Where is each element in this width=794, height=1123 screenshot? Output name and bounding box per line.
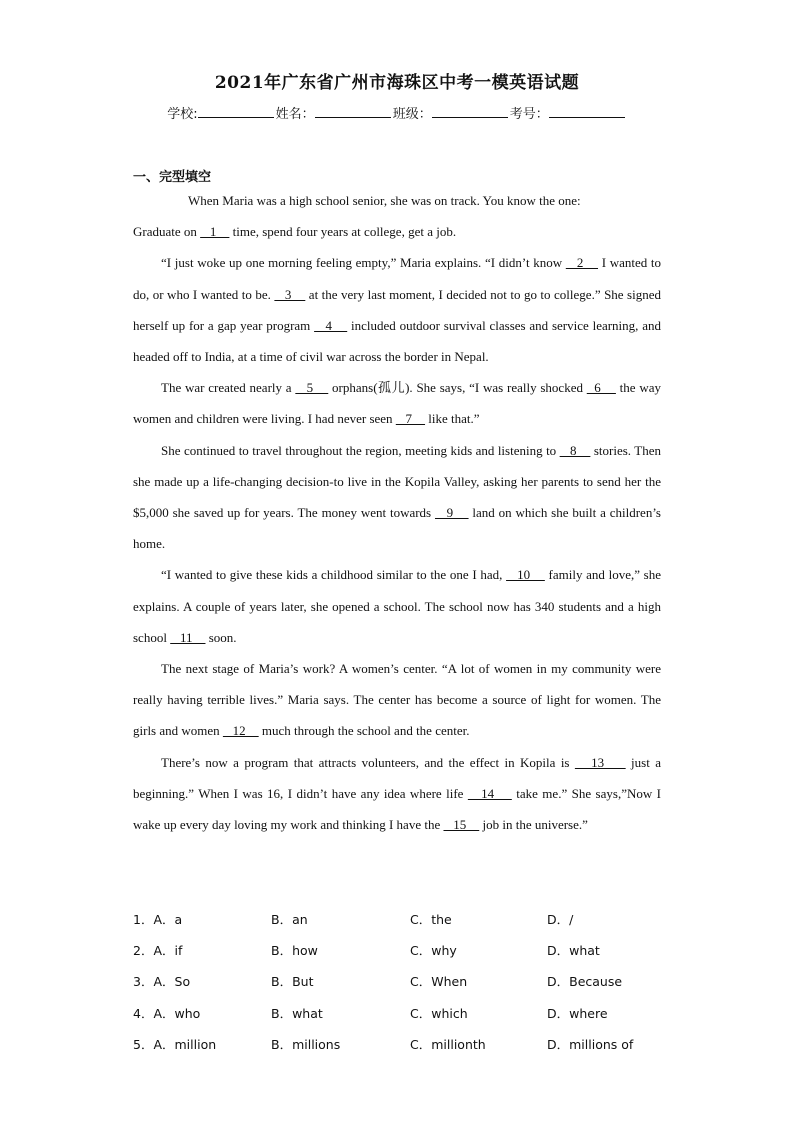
blank-1: 1 [200, 224, 230, 240]
class-label: 班级： [392, 107, 432, 122]
school-label: 学校: [167, 107, 198, 122]
blank-5: 5 [295, 380, 329, 396]
school-blank[interactable] [198, 105, 274, 118]
blank-10: 10 [506, 567, 545, 583]
blank-6: 6 [586, 380, 616, 396]
paragraph-6 [133, 653, 661, 747]
question-3-option-a[interactable] [133, 966, 190, 997]
passage-text: I wanted to do, or who I wanted to be. [133, 255, 662, 302]
passage-text: soon. [205, 629, 237, 645]
page-title: 2021年广东省广州市海珠区中考一模英语试题 [214, 73, 580, 93]
question-4-option-c[interactable]: C．which [410, 1005, 468, 1021]
name-label: 姓名： [275, 107, 315, 122]
exam-number-label: 考号： [509, 107, 549, 122]
name-blank[interactable] [315, 105, 391, 118]
cloze-passage [133, 185, 661, 840]
option-text: A．So [153, 974, 191, 990]
passage-text: Graduate on [133, 224, 201, 240]
blank-4: 4 [314, 317, 348, 333]
blank-2: 2 [565, 255, 599, 271]
passage-text: just a beginning.” When I was 16, I didn’t have any idea where life [133, 754, 661, 801]
passage-text: “I just woke up one morning feeling empty,” Maria explains. “I didn’t know [161, 255, 566, 271]
question-5-option-b[interactable]: B．millions [271, 1036, 341, 1052]
question-1-option-c[interactable]: C．the [410, 912, 452, 927]
section-title: 一、完型填空 [133, 170, 212, 185]
paragraph-2 [133, 247, 661, 372]
passage-text: When Maria was a high school senior, she was on track. You know the one: [188, 193, 581, 208]
question-5-option-d[interactable]: D．millions of [547, 1036, 634, 1052]
blank-13: 13 [574, 754, 626, 770]
question-3-option-d[interactable]: D．Because [547, 974, 623, 990]
question-2-option-b[interactable]: B．how [271, 943, 318, 959]
passage-text: orphans(孤儿). She says, “I was really shocked [328, 380, 587, 396]
question-row [133, 966, 693, 997]
option-text: A．million [153, 1036, 217, 1052]
question-number: 2． [133, 943, 154, 959]
student-info-line [0, 103, 794, 122]
question-number: 5． [133, 1036, 154, 1052]
option-text: A．a [153, 912, 183, 927]
option-text: A．who [153, 1005, 201, 1021]
paragraph-3 [133, 372, 661, 434]
blank-12: 12 [222, 723, 259, 739]
question-1-option-a[interactable] [133, 904, 182, 935]
exam-number-blank[interactable] [549, 105, 625, 118]
passage-text: family and love,” she explains. A couple of years later, she opened a school. The school now has 340 students and a high school [133, 567, 662, 645]
passage-text: job in the universe.” [479, 817, 588, 833]
question-row [133, 998, 693, 1029]
passage-text: time, spend four years at college, get a job. [229, 224, 457, 240]
question-row [133, 1029, 693, 1060]
option-text: A．if [153, 943, 183, 959]
question-2-option-c[interactable]: C．why [410, 943, 457, 959]
paragraph-1 [133, 185, 661, 247]
question-4-option-a[interactable] [133, 998, 200, 1029]
question-3-option-b[interactable]: B．But [271, 974, 314, 990]
class-blank[interactable] [432, 105, 508, 118]
paragraph-4 [133, 435, 661, 560]
blank-11: 11 [170, 629, 206, 645]
passage-text: take me.” She says,”Now I wake up every day loving my work and thinking I have the [133, 785, 661, 833]
question-options [133, 904, 693, 1060]
question-1-option-d[interactable]: D．/ [547, 912, 574, 927]
question-4-option-d[interactable]: D．where [547, 1005, 608, 1021]
question-5-option-a[interactable] [133, 1029, 216, 1060]
passage-text: much through the school and the center. [258, 723, 470, 739]
passage-text: “I wanted to give these kids a childhood similar to the one I had, [161, 567, 507, 583]
question-1-option-b[interactable]: B．an [271, 912, 308, 927]
passage-text: The next stage of Maria’s work? A women’s center. “A lot of women in my community were really having terrible lives.” Maria says. The center has become a source of light for women. The girls and women [133, 661, 661, 739]
question-number: 4． [133, 1005, 154, 1021]
passage-text: included outdoor survival classes and service learning, and headed off to India, at a time of civil war across the border in Nepal. [133, 317, 661, 365]
passage-text: the way women and children were living. I had never seen [133, 380, 661, 427]
question-3-option-c[interactable]: C．When [410, 974, 468, 990]
blank-3: 3 [274, 286, 306, 302]
passage-text: The war created nearly a [161, 380, 296, 396]
passage-text: There’s now a program that attracts volunteers, and the effect in Kopila is [161, 754, 575, 770]
question-4-option-b[interactable]: B．what [271, 1005, 323, 1021]
passage-text: like that.” [425, 411, 480, 427]
blank-14: 14 [467, 785, 512, 801]
paragraph-7 [133, 747, 661, 841]
question-number: 3． [133, 974, 154, 990]
passage-text: land on which she built a children’s home. [133, 505, 661, 552]
question-row [133, 904, 693, 935]
blank-8: 8 [559, 442, 591, 458]
passage-text: stories. Then she made up a life-changing decision-to live in the Kopila Valley, asking her parents to send her the $5,000 she saved up for years. The money went towards [133, 442, 661, 521]
question-row [133, 935, 693, 966]
paragraph-5 [133, 559, 661, 653]
question-2-option-a[interactable] [133, 935, 182, 966]
question-5-option-c[interactable]: C．millionth [410, 1036, 486, 1052]
passage-text: at the very last moment, I decided not to go to college.” She signed herself up for a gap year program [133, 286, 662, 333]
blank-9: 9 [434, 505, 469, 521]
blank-15: 15 [443, 817, 480, 833]
question-number: 1． [133, 912, 154, 927]
question-2-option-d[interactable]: D．what [547, 943, 600, 959]
blank-7: 7 [395, 411, 426, 427]
passage-text: She continued to travel throughout the region, meeting kids and listening to [161, 442, 560, 458]
